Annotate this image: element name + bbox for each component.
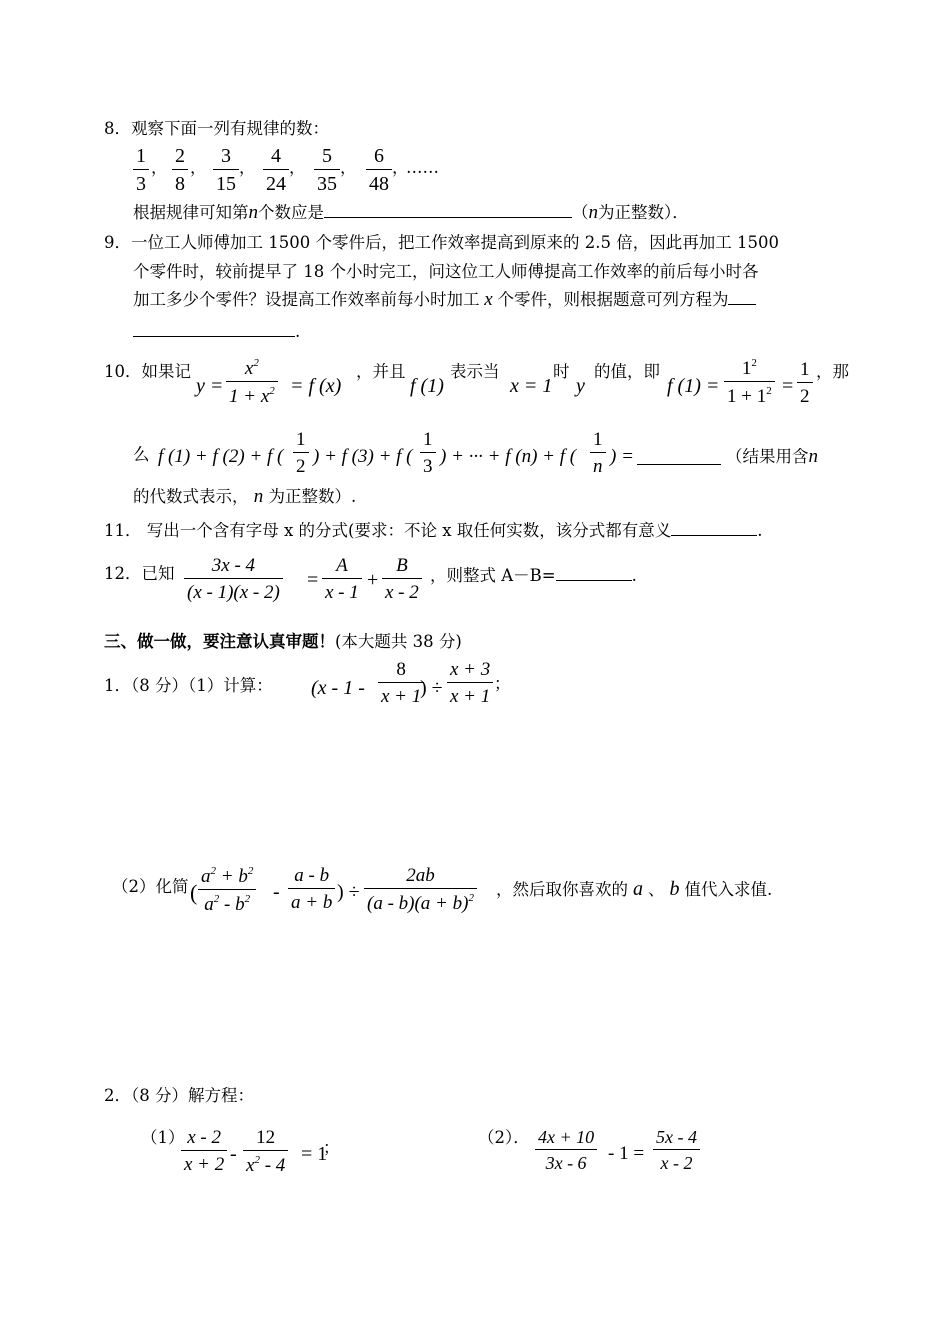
q9-line2: 个零件时，较前提早了 18 个小时完工，问这位工人师傅提高工作效率的前后每小时各 xyxy=(133,262,759,281)
q10-sum-frac-n: 1 n xyxy=(590,430,606,476)
q10-fraction-1-over: $1^2$ $1 + 1^2$ xyxy=(724,358,775,406)
q9-answer-blank-2[interactable] xyxy=(133,322,295,337)
q12-tail: ，则整式 A－B= . xyxy=(430,566,637,585)
q10-line2-lead: 么 xyxy=(133,445,150,464)
q10-tail: ，那 xyxy=(816,362,849,381)
q9-line4: . xyxy=(133,322,300,341)
q10-sum-a: f (1) + f (2) + f ( xyxy=(158,446,284,467)
q10-sum-c: ) + ··· + f (n) + f ( xyxy=(440,446,577,467)
p1b-fraction-2: a - b a + b xyxy=(288,866,335,912)
p2-e1-fraction-2: 12 $x^2 - 4$ xyxy=(243,1128,288,1175)
q11-answer-blank[interactable] xyxy=(671,521,757,536)
p2-e1-minus: - xyxy=(230,1143,237,1165)
q12-eq: = xyxy=(307,569,319,591)
q8-fraction: 1 3 xyxy=(133,146,149,194)
q8-prompt: 根据规律可知第n个数应是 （n为正整数）． xyxy=(133,202,689,223)
q8-separator: ， xyxy=(239,158,256,177)
q12-fraction-A: A x - 1 xyxy=(322,556,362,602)
q10-eq: = xyxy=(782,375,794,397)
p1-fraction-8: 8 x + 1 xyxy=(378,660,424,706)
p1b-lead: （2）化简 xyxy=(112,877,189,896)
q10-f1-eq: f (1) = xyxy=(667,375,720,397)
q10-fraction-x2: $x^2$ $1 + x^2$ xyxy=(226,358,278,406)
q10-sum-b: ) + f (3) + f ( xyxy=(313,446,413,467)
q8-separator: ， xyxy=(289,158,306,177)
q10-x-eq-1: x = 1 xyxy=(510,375,553,397)
p2-e2-fraction-1: 4x + 10 3x - 6 xyxy=(535,1128,597,1172)
q12-fraction-left: 3x - 4 (x - 1)(x - 2) xyxy=(184,556,283,602)
q10-answer-blank[interactable] xyxy=(637,450,721,469)
q8-fraction: 4 24 xyxy=(263,146,289,194)
q8-intro: 8．观察下面一列有规律的数： xyxy=(104,119,329,138)
q8-fraction: 6 48 xyxy=(366,146,392,194)
p1-lead: 1．（8 分）（1）计算： xyxy=(104,676,273,695)
q10-mid3: 时 xyxy=(553,362,570,381)
q10-sum-frac-third: 1 3 xyxy=(420,430,436,476)
p1-end: ； xyxy=(494,674,511,693)
q10-sum-frac-half: 1 2 xyxy=(293,430,309,476)
q8-fraction: 5 35 xyxy=(314,146,340,194)
p1-fraction-x3: x + 3 x + 1 xyxy=(447,660,493,706)
q9-line1: 9．一位工人师傅加工 1500 个零件后，把工作效率提高到原来的 2.5 倍，因此再加工 1500 xyxy=(104,233,779,252)
q8-separator: ， xyxy=(340,158,357,177)
p1-open: (x - 1 - xyxy=(311,677,365,699)
p1b-div: ) ÷ xyxy=(337,881,360,903)
p1b-fraction-1: $a^2 + b^2$ $a^2 - b^2$ xyxy=(198,866,256,914)
q8-fraction: 2 8 xyxy=(172,146,188,194)
q10-lead: 10．如果记 xyxy=(104,362,191,381)
q10-mid2: 表示当 xyxy=(450,362,500,381)
q8-separator: ， xyxy=(190,158,207,177)
q10-line3: 的代数式表示， n 为正整数）. xyxy=(133,486,357,507)
p2-e2-fraction-2: 5x - 4 x - 2 xyxy=(653,1128,700,1172)
p2-e2-mid: - 1 = xyxy=(608,1143,645,1164)
q12-lead: 12．已知 xyxy=(104,564,175,583)
q10-y: y xyxy=(576,375,585,397)
q8-separator: ， xyxy=(392,158,409,177)
q8-separator: ， xyxy=(151,158,168,177)
p1b-minus: - xyxy=(273,881,280,903)
q12-fraction-B: B x - 2 xyxy=(382,556,422,602)
q8-ellipsis: …… xyxy=(406,158,439,177)
p1b-open: ( xyxy=(190,880,198,905)
q10-eq-fx: = f (x) xyxy=(290,375,342,397)
p1b-fraction-3: 2ab $(a - b)(a + b)^2$ xyxy=(364,866,477,913)
q8-fraction: 3 15 xyxy=(213,146,239,194)
p2-e1-eq: = 1 xyxy=(301,1143,328,1165)
p1b-tail: ，然后取你喜欢的 a 、 b 值代入求值. xyxy=(496,878,773,900)
p2-e1-fraction-1: x - 2 x + 2 xyxy=(181,1128,227,1174)
q10-mid4: 的值，即 xyxy=(594,362,660,381)
q10-fraction-half: 1 2 xyxy=(797,360,813,406)
q11-text: 11． 写出一个含有字母 x 的分式(要求：不论 x 取任何实数，该分式都有意义 . xyxy=(104,521,763,540)
q10-y-eq: y = xyxy=(196,375,224,397)
q10-f1: f (1) xyxy=(410,375,444,397)
q10-mid1: ，并且 xyxy=(356,362,406,381)
q10-line2-tail: （结果用含n xyxy=(726,446,818,467)
q8-answer-blank[interactable] xyxy=(324,203,572,218)
q9-answer-blank-1[interactable] xyxy=(728,290,756,305)
p2-e1-label: （1） xyxy=(141,1128,185,1147)
p2-lead: 2．（8 分）解方程： xyxy=(104,1086,254,1105)
p1-close-div: ) ÷ xyxy=(420,677,443,699)
q12-answer-blank[interactable] xyxy=(556,566,632,581)
q9-line3: 加工多少个零件？设提高工作效率前每小时加工 x 个零件，则根据题意可列方程为 xyxy=(133,290,756,309)
p2-e1-end: ； xyxy=(323,1138,340,1157)
section3-heading: 三、做一做，要注意认真审题！(本大题共 38 分) xyxy=(104,632,462,651)
q10-sum-d: ) = xyxy=(610,446,634,467)
q12-plus: + xyxy=(367,569,379,591)
p2-e2-label: （2）． xyxy=(478,1128,530,1147)
